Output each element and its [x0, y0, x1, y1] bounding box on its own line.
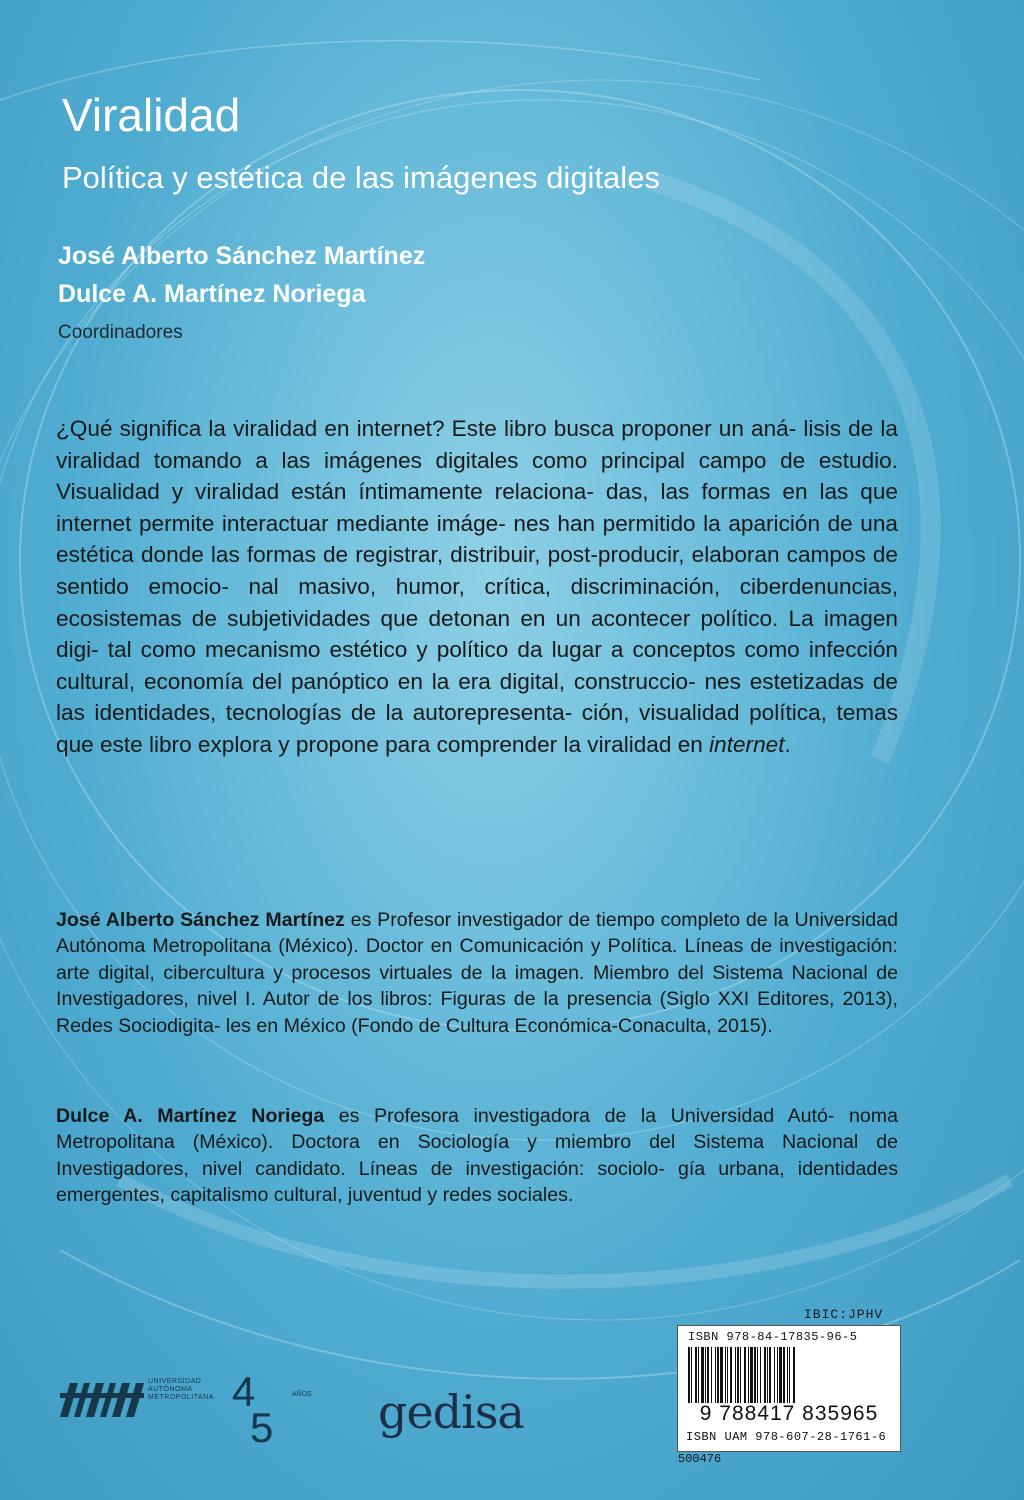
description-line: nes estetizadas de las identidades, tecnologías de la autorepresenta- — [56, 668, 898, 726]
bio-line: les en México (Fondo de Cultura Económica-Conaculta, 2015). — [225, 1014, 773, 1037]
description-line: campo de estudio. Visualidad y viralidad están íntimamente relaciona- — [56, 447, 898, 505]
bio-author-name: José Alberto Sánchez Martínez — [56, 909, 345, 931]
bio-line: gía urbana, identidades emergentes, capitalismo cultural, juventud y redes — [56, 1157, 898, 1207]
anniversary-digit: 5 — [250, 1404, 274, 1444]
bio-line: los libros: Figuras de la presencia (Siglo XXI Editores, 2013), Redes Sociodigita- — [56, 988, 898, 1037]
uam-text-line: AUTÓNOMA — [148, 1386, 193, 1393]
anniversary-45-logo — [228, 1370, 292, 1444]
bio-line: de la imagen. Miembro del Sistema Nacional de Investigadores, nivel I. Autor de — [56, 961, 898, 1011]
description-line: infección cultural, economía del panóptico en la era digital, construccio- — [56, 637, 898, 694]
description-line: comprender la viralidad en — [436, 731, 710, 757]
publisher-logo: gedisa — [378, 1385, 524, 1439]
description-line: lisis de la viralidad tomando a las imágenes digitales como principal — [56, 416, 898, 473]
bio-line: de la Universidad Autónoma Metropolitana (México). Doctor en Comunicación — [56, 909, 898, 958]
description-line: registrar, distribuir, post-producir, elaboran campos de sentido emocio- — [56, 542, 898, 599]
bio-line: Nacional de Investigadores, nivel candidato. Líneas de investigación: sociolo- — [56, 1131, 898, 1180]
isbn-text: ISBN 978-84-17835-96-5 — [688, 1330, 858, 1344]
book-title: Viralidad — [62, 89, 241, 141]
description-line: ¿Qué significa la viralidad en internet? Este libro busca proponer un aná- — [56, 416, 797, 441]
description-line: das, las formas en las que internet permite interactuar mediante imáge- — [56, 479, 899, 536]
uam-wordmark — [148, 1378, 214, 1402]
bio-line: sociales. — [497, 1184, 574, 1207]
author-name: José Alberto Sánchez Martínez — [58, 242, 426, 270]
barcode-icon — [688, 1347, 890, 1403]
book-description — [56, 413, 898, 761]
anniversary-label: AÑOS — [292, 1391, 312, 1398]
description-line: nes han permitido la aparición de una estética donde las formas de — [56, 510, 899, 568]
author-bio — [56, 1103, 898, 1209]
book-subtitle: Política y estética de las imágenes digitales — [62, 160, 660, 195]
bio-line: y Política. Líneas de investigación: arte digital, cibercultura y procesos virtuales — [56, 935, 898, 984]
author-name: Dulce A. Martínez Noriega — [58, 280, 366, 308]
bio-line: noma Metropolitana (México). Doctora en Sociología y miembro del Sistema — [56, 1105, 898, 1154]
description-line: ción, visualidad política, temas que este libro explora y propone para — [56, 700, 898, 757]
bio-line: es Profesor investigador de tiempo completo — [344, 909, 741, 931]
ean-number: 9 788417 835965 — [699, 1402, 879, 1425]
anniversary-digit: 4 — [232, 1370, 256, 1415]
description-line: nal masivo, humor, crítica, discriminación, ciberdenuncias, ecosistemas — [56, 573, 898, 631]
isbn-uam-text: ISBN UAM 978-607-28-1761-6 — [686, 1430, 887, 1444]
description-line: tal como mecanismo estético y político da lugar a conceptos como — [107, 637, 800, 663]
product-code: 500476 — [678, 1452, 722, 1466]
editor-role: Coordinadores — [58, 322, 183, 343]
author-bio — [56, 907, 898, 1039]
description-line: de subjetividades que detonan en un acontecer político. La imagen digi- — [56, 605, 898, 663]
ibic-code: IBIC:JPHV — [804, 1307, 884, 1322]
bio-line: es Profesora investigadora de la Universidad Autó- — [324, 1105, 835, 1127]
uam-text-line: UNIVERSIDAD — [148, 1378, 202, 1385]
description-line: . — [784, 731, 791, 757]
uam-text-line: METROPOLITANA — [148, 1394, 214, 1401]
barcode-label — [677, 1325, 901, 1452]
bio-author-name: Dulce A. Martínez Noriega — [56, 1105, 325, 1127]
emphasis: internet — [709, 731, 785, 757]
uam-logo-icon — [60, 1383, 144, 1417]
